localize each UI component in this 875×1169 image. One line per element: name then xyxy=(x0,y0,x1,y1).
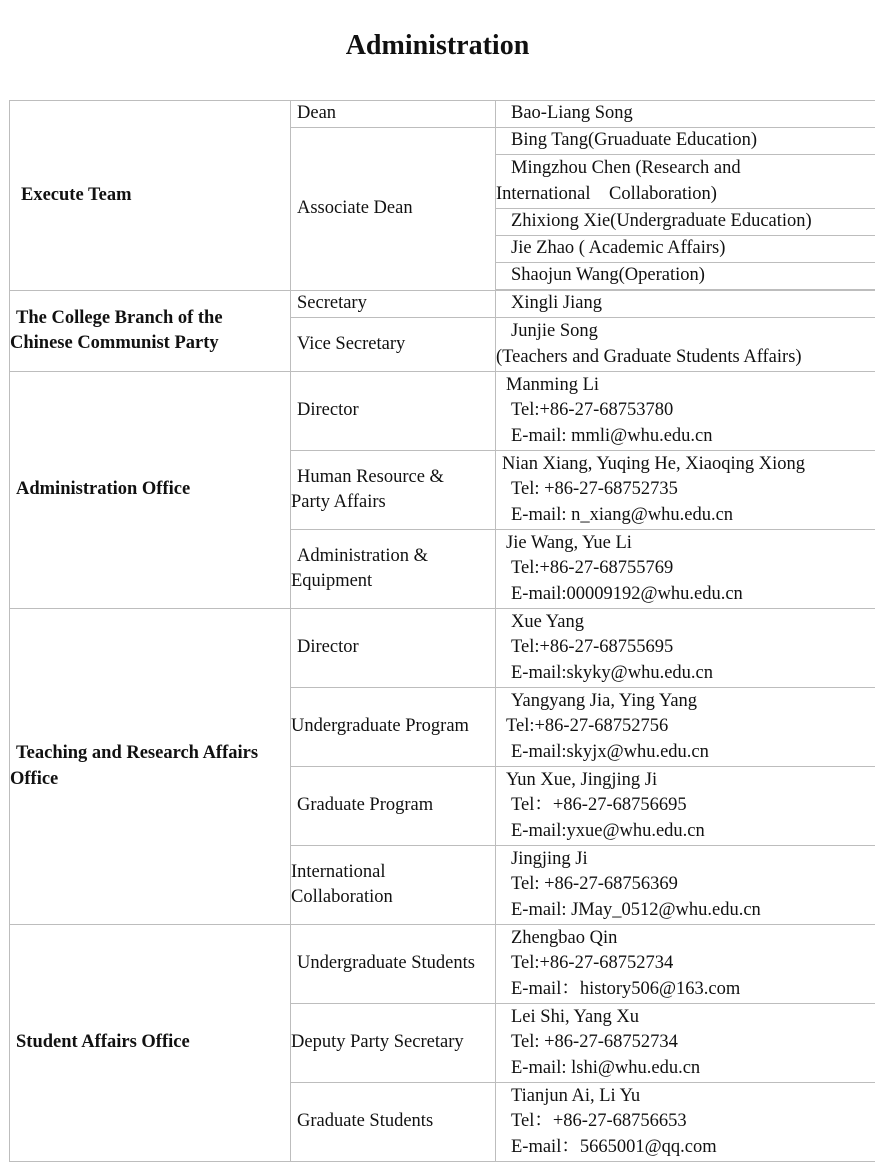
role-name: Vice Secretary xyxy=(297,333,406,354)
contact-cell xyxy=(496,101,875,128)
contact-name: International Collaboration) xyxy=(496,183,717,204)
role-cell xyxy=(291,846,496,925)
contact-email: E-mail: lshi@whu.edu.cn xyxy=(511,1057,701,1078)
contact-name: Jie Wang, Yue Li xyxy=(506,532,632,553)
contact-cell xyxy=(496,263,875,290)
contact-cell xyxy=(496,846,875,925)
role-name: Graduate Students xyxy=(297,1111,434,1132)
contact-name: Jie Zhao ( Academic Affairs) xyxy=(511,238,726,259)
contact-tel: Tel:+86-27-68752734 xyxy=(511,953,674,974)
contact-email: E-mail：history506@163.com xyxy=(511,978,741,999)
role-name: Director xyxy=(297,400,359,421)
group-name: Execute Team xyxy=(21,184,132,205)
contact-tel: Tel: +86-27-68756369 xyxy=(511,874,678,895)
role-name: Secretary xyxy=(297,293,367,314)
contact-detail: (Teachers and Graduate Students Affairs) xyxy=(496,346,802,367)
contact-cell xyxy=(496,451,875,530)
contact-name: Bing Tang(Gruaduate Education) xyxy=(511,130,757,151)
role-cell xyxy=(291,767,496,846)
role-name: Associate Dean xyxy=(297,198,413,219)
contact-cell xyxy=(496,925,875,1004)
role-name: Human Resource & xyxy=(297,466,444,487)
contact-email: E-mail:skyky@whu.edu.cn xyxy=(511,662,714,683)
role-cell xyxy=(291,925,496,1004)
contact-cell xyxy=(496,609,875,688)
group-name: The College Branch of the xyxy=(16,307,223,328)
contact-email: E-mail: n_xiang@whu.edu.cn xyxy=(511,504,734,525)
contact-name: Mingzhou Chen (Research and xyxy=(511,158,741,178)
contact-name: Yangyang Jia, Ying Yang xyxy=(511,690,698,711)
contact-cell xyxy=(496,209,875,236)
role-cell xyxy=(291,530,496,609)
group-cell xyxy=(10,609,291,925)
role-name: Administration & xyxy=(297,545,429,566)
contact-cell xyxy=(496,688,875,767)
contact-name: Jingjing Ji xyxy=(511,848,588,869)
role-name: Equipment xyxy=(291,571,373,591)
role-cell xyxy=(291,128,496,291)
contact-tel: Tel：+86-27-68756653 xyxy=(511,1111,687,1132)
contact-email: E-mail:skyjx@whu.edu.cn xyxy=(511,741,709,762)
group-name: Administration Office xyxy=(16,479,191,500)
contact-name: Bao-Liang Song xyxy=(511,103,633,124)
group-cell xyxy=(10,925,291,1162)
contact-tel: Tel: +86-27-68752735 xyxy=(511,479,678,500)
contact-name: Shaojun Wang(Operation) xyxy=(511,265,705,286)
role-name: Graduate Program xyxy=(297,795,434,816)
table-row xyxy=(10,291,875,318)
contact-name: Xue Yang xyxy=(511,611,584,632)
contact-cell xyxy=(496,767,875,846)
role-name: Director xyxy=(297,637,359,658)
role-name: Undergraduate Program xyxy=(291,716,469,737)
contact-name: Xingli Jiang xyxy=(511,293,602,314)
group-cell xyxy=(10,291,291,372)
contact-cell xyxy=(496,1083,875,1162)
contact-tel: Tel：+86-27-68756695 xyxy=(511,795,687,816)
table-row xyxy=(10,372,875,451)
contact-cell xyxy=(496,291,875,318)
contact-cell xyxy=(496,128,875,155)
role-cell xyxy=(291,1004,496,1083)
group-name: Student Affairs Office xyxy=(16,1032,190,1053)
role-cell xyxy=(291,101,496,128)
role-cell xyxy=(291,688,496,767)
contact-name: Zhixiong Xie(Undergraduate Education) xyxy=(511,211,812,232)
contact-name: Yun Xue, Jingjing Ji xyxy=(506,769,658,790)
role-name: Party Affairs xyxy=(291,492,386,512)
role-cell xyxy=(291,451,496,530)
group-name: Teaching and Research Affairs xyxy=(16,743,259,763)
contact-email: E-mail: JMay_0512@whu.edu.cn xyxy=(511,899,761,920)
table-row xyxy=(10,609,875,688)
contact-email: E-mail：5665001@qq.com xyxy=(511,1136,717,1157)
contact-name: Junjie Song xyxy=(511,321,598,341)
contact-cell xyxy=(496,372,875,451)
contact-tel: Tel:+86-27-68753780 xyxy=(511,400,674,421)
contact-tel: Tel: +86-27-68752734 xyxy=(511,1032,678,1053)
contact-name: Zhengbao Qin xyxy=(511,927,618,948)
group-cell xyxy=(10,101,291,291)
contact-cell xyxy=(496,530,875,609)
role-name: Collaboration xyxy=(291,887,393,907)
role-name: Deputy Party Secretary xyxy=(291,1032,464,1053)
role-cell xyxy=(291,291,496,318)
role-cell xyxy=(291,1083,496,1162)
role-name: International xyxy=(291,861,386,882)
role-cell xyxy=(291,609,496,688)
contact-name: Manming Li xyxy=(506,374,600,395)
contact-cell xyxy=(496,318,875,372)
contact-tel: Tel:+86-27-68755695 xyxy=(511,637,674,658)
contact-tel: Tel:+86-27-68752756 xyxy=(506,716,669,737)
role-cell xyxy=(291,318,496,372)
role-name: Dean xyxy=(297,103,337,124)
page-title: Administration xyxy=(345,30,530,61)
contact-cell xyxy=(496,1004,875,1083)
table-row xyxy=(10,925,875,1004)
group-name: Office xyxy=(10,768,59,789)
group-cell xyxy=(10,372,291,609)
contact-email: E-mail: mmli@whu.edu.cn xyxy=(511,425,713,446)
contact-name: Lei Shi, Yang Xu xyxy=(511,1006,639,1027)
contact-cell xyxy=(496,155,875,209)
contact-email: E-mail:yxue@whu.edu.cn xyxy=(511,820,705,841)
contact-tel: Tel:+86-27-68755769 xyxy=(511,558,674,579)
contact-name: Tianjun Ai, Li Yu xyxy=(511,1085,641,1106)
role-cell xyxy=(291,372,496,451)
group-name: Chinese Communist Party xyxy=(10,333,219,353)
contact-cell xyxy=(496,236,875,263)
administration-table xyxy=(9,100,875,1162)
role-name: Undergraduate Students xyxy=(297,953,475,974)
contact-name: Nian Xiang, Yuqing He, Xiaoqing Xiong xyxy=(502,453,805,474)
contact-email: E-mail:00009192@whu.edu.cn xyxy=(511,583,743,604)
table-row xyxy=(10,101,875,128)
